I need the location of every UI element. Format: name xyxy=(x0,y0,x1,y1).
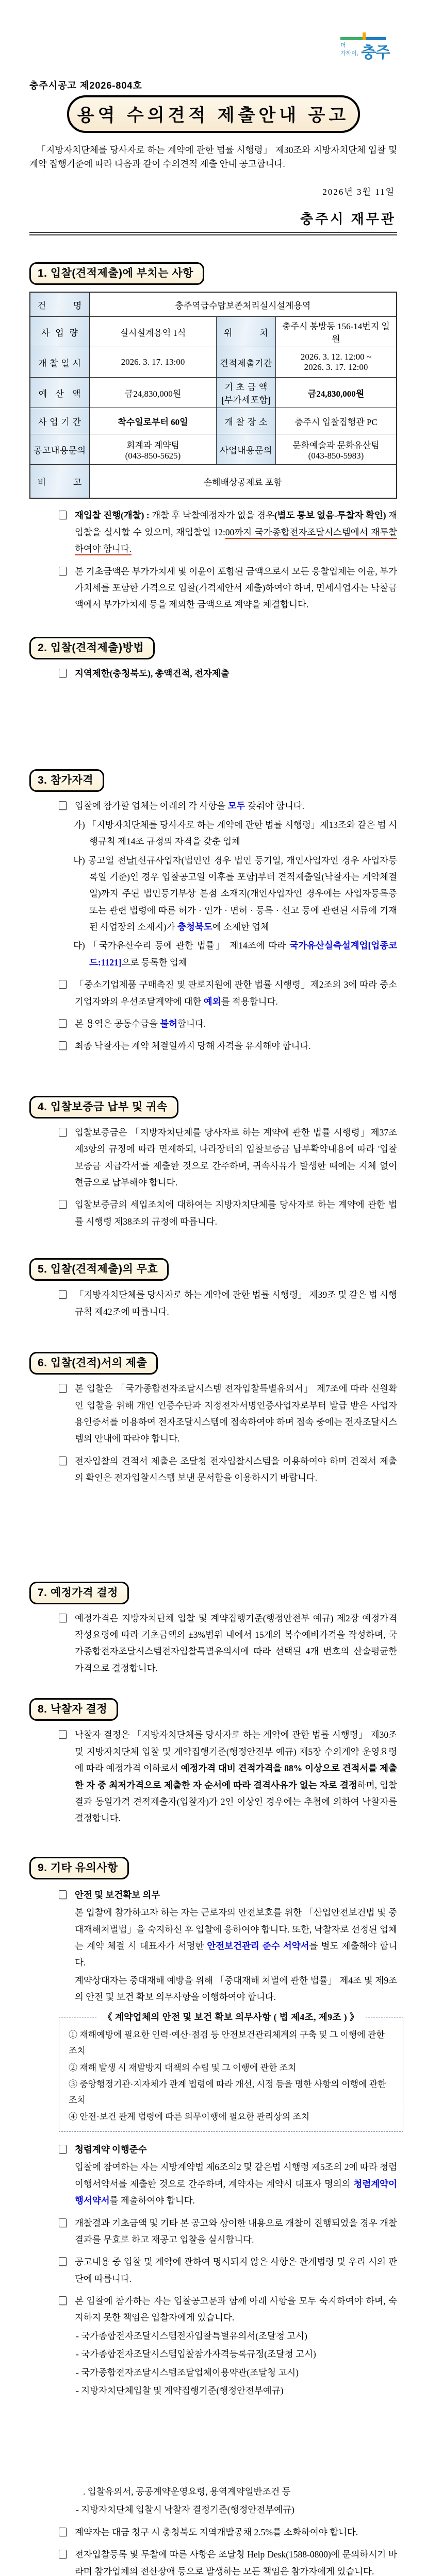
table-row xyxy=(30,292,397,317)
issuer-name: 충주시 재무관 xyxy=(300,211,396,227)
logo-slogan-line2: 가까이, xyxy=(340,50,358,57)
sec9-safety-p2: 계약상대자는 중대재해 예방을 위해 「중대재해 처벌에 관한 법률」 제4조 및 제9조의 안전 및 보건 확보 의무사항을 이행하여야 합니다. xyxy=(75,1975,397,2003)
table-row xyxy=(30,434,397,465)
checkbox-icon xyxy=(59,2550,67,2558)
value-quote-period xyxy=(275,347,397,378)
sec9-must-know: 본 입찰에 참가하는 자는 입찰공고문과 함께 아래 사항을 모두 숙지하여야 하며, 숙지하지 못한 책임은 입찰자에게 있습니다. xyxy=(29,2293,397,2326)
checkbox-icon xyxy=(59,1041,67,1050)
sec5-invalid-bid: 「지방자치단체를 당사자로 하는 계약에 관한 법률 시행령」 제39조 및 같은 법 시행규칙 제42조에 따릅니다. xyxy=(29,1286,397,1320)
value-remarks: 손해배상공제료 포함 xyxy=(89,465,397,499)
quote-period-end: 2026. 3. 17. 12:00 xyxy=(304,362,368,372)
checkbox-icon xyxy=(59,1200,67,1209)
checkbox-icon xyxy=(59,1456,67,1465)
section-1-heading-label: 1. 입찰(견적제출)에 부치는 사항 xyxy=(38,267,193,280)
sec3-item-ga: 가) 「지방자치단체를 당사자로 하는 계약에 관한 법률 시행령」제13조와 같은 법 시행규칙 제14조 규정의 자격을 갖춘 업체 xyxy=(73,819,397,847)
title-box xyxy=(67,95,360,133)
checkbox-icon xyxy=(59,2145,67,2154)
announcement-date: 2026년 3월 11일 xyxy=(322,187,395,197)
section-3-heading-label: 3. 참가자격 xyxy=(38,774,93,787)
value-base-amount: 금24,830,000원 xyxy=(275,378,397,408)
value-opening-place: 충주시 입찰집행관 PC xyxy=(275,408,397,434)
reference-item: - 국가종합전자조달시스템조달업체이용약관(조달청 고시) xyxy=(76,2367,299,2378)
intro-paragraph: 「지방자치단체를 당사자로 하는 계약에 관한 법률 시행령」 제30조와 지방자치단체 입찰 및 계약 집행기준에 따라 다음과 같이 수의견적 제출 안내 공고합니다. xyxy=(29,145,397,170)
section-8-heading-label: 8. 낙찰자 결정 xyxy=(38,1703,108,1716)
section-9-heading-label: 9. 기타 유의사항 xyxy=(38,1861,118,1874)
sec9-integrity-title: 청렴계약 이행준수 xyxy=(29,2141,397,2158)
label-project-contact: 사업내용문의 xyxy=(217,434,276,465)
safety-duty-box-title: 《 계약업체의 안전 및 보건 확보 의무사항 ( 법 제4조, 제9조 ) 》 xyxy=(97,2010,365,2023)
table-row xyxy=(30,378,397,408)
table-row xyxy=(30,347,397,378)
section-4-heading-label: 4. 입찰보증금 납부 및 귀속 xyxy=(38,1100,168,1113)
label-notice-contact: 공고내용문의 xyxy=(30,434,89,465)
section-8-heading xyxy=(29,1698,118,1721)
label-project-period: 사 업 기 간 xyxy=(30,408,89,434)
checkbox-icon xyxy=(59,1290,67,1299)
label-scope: 사 업 량 xyxy=(30,317,89,347)
label-remarks: 비 고 xyxy=(30,465,89,499)
safety-duty-box xyxy=(59,2012,403,2132)
sec6-quote-submission: 전자입찰의 견적서 제출은 조달청 전자입찰시스템을 이용하여야 하며 견적서 제출의 확인은 전자입찰시스템 보낸 문서함을 이용하시기 바랍니다. xyxy=(29,1453,397,1486)
logo-slogan-line1: 더 xyxy=(340,42,346,48)
section-1-heading xyxy=(29,262,204,285)
table-row xyxy=(30,317,397,347)
section-7-heading-label: 7. 예정가격 결정 xyxy=(38,1586,118,1599)
sec1-note-rebid: 재입찰 진행(개찰) : 개찰 후 낙찰예정자가 없을 경우(별도 통보 없음-투찰자 확인) 재입찰을 실시할 수 있으며, 재입찰일 12:00까지 국가종합전자조달시스템에서 재투찰하여야 합니다. xyxy=(29,507,397,557)
value-project-name: 충주역급수탑보존처리실시설계용역 xyxy=(89,292,397,317)
reference-item: - 지방자치단체 입찰시 낙찰자 결정기준(행정안전부예규) xyxy=(76,2504,294,2515)
checkbox-icon xyxy=(59,1384,67,1393)
table-row xyxy=(30,408,397,434)
sec9-integrity-p: 입찰에 참여하는 자는 지방계약법 제6조의2 및 같은법 시행령 제5조의 2에 따라 청렴이행서약서를 제출한 것으로 간주하며, 계약자는 계약시 대표자 명의의 청렴계약이행서약서를 제출하여야 합니다. xyxy=(75,2162,397,2206)
sec2-method: 지역제한(충청북도), 총액견적, 전자제출 xyxy=(29,665,397,682)
label-quote-period: 견적제출기간 xyxy=(217,347,276,378)
checkbox-icon xyxy=(59,1890,67,1899)
sec9-safety-duty-title: 안전 및 보건확보 의무 xyxy=(29,1887,397,1903)
label-location: 위 치 xyxy=(217,317,276,347)
value-scope: 실시설계용역 1식 xyxy=(89,317,217,347)
checkbox-icon xyxy=(59,1730,67,1739)
checkbox-icon xyxy=(59,2296,67,2305)
section-2-heading xyxy=(29,637,155,659)
sec3-item-da: 다) 「국가유산수리 등에 관한 법률」 제14조에 따라 국가유산실측설계업[업종코드:1121]으로 등록한 업체 xyxy=(73,940,397,968)
sec3-no-joint-venture: 본 용역은 공동수급을 불허합니다. xyxy=(29,1015,397,1032)
value-project-period: 착수일로부터 60일 xyxy=(89,408,217,434)
sec9-reannouncement: 개찰결과 기초금액 및 기타 본 공고와 상이한 내용으로 개찰이 진행되었을 경우 개찰결과를 무효로 하고 재공고 입찰을 실시합니다. xyxy=(29,2215,397,2248)
checkbox-icon xyxy=(59,1614,67,1622)
section-6-heading xyxy=(29,1352,158,1375)
value-opening-datetime: 2026. 3. 17. 13:00 xyxy=(89,347,217,378)
sec9-unspecified-matters: 공고내용 중 입찰 및 계약에 관하여 명시되지 않은 사항은 관계법령 및 우리 시의 판단에 따릅니다. xyxy=(29,2253,397,2287)
section-2-heading-label: 2. 입찰(견적제출)방법 xyxy=(38,641,144,654)
sec1-note-vat: 본 기초금액은 부가가치세 및 이윤이 포함된 금액으로서 모든 응찰업체는 이윤, 부가가치세를 포함한 가격으로 입찰(가격제안서 제출)하여야 하며, 면세사업자는 낙찰금액에서 부가가치세 등을 제외한 금액으로 계약을 체결합니다. xyxy=(29,563,397,613)
sec4-deposit-exemption: 입찰보증금은 「지방자치단체를 당사자로 하는 계약에 관한 법률 시행령」제37조 제3항의 규정에 따라 면제하되, 나라장터의 입찰보증금 납부확약내용에 따라 '입찰보증금 지급각서'를 제출한 것으로 간주하며, 귀속사유가 발생한 때에는 지체 없이 현금으로 납부해야 합니다. xyxy=(29,1124,397,1191)
sec3-sme-exception: 「중소기업제품 구매촉진 및 판로지원에 관한 법률 시행령」제2조의 3에 따라 중소기업자와의 우선조달계약에 대한 예외를 적용합니다. xyxy=(29,976,397,1010)
value-location: 충주시 봉방동 156-14번지 일원 xyxy=(275,317,397,347)
value-project-contact: 문화예술과 문화유산팀 (043-850-5983) xyxy=(275,434,397,465)
safety-duty-item: ③ 중앙행정기관·지자체가 관계 법령에 따라 개선, 시정 등을 명한 사항의 이행에 관한 조치 xyxy=(69,2079,386,2105)
sec4-deposit-revenue: 입찰보증금의 세입조치에 대하여는 지방자치단체를 당사자로 하는 계약에 관한 법률 시행령 제38조의 규정에 따릅니다. xyxy=(29,1196,397,1230)
checkbox-icon xyxy=(59,669,67,677)
checkbox-icon xyxy=(59,2257,67,2266)
safety-duty-item: ① 재해예방에 필요한 인력·예산·점검 등 안전보건관리체계의 구축 및 그 이행에 관한 조치 xyxy=(69,2030,385,2056)
reference-item: - 지방자치단체입찰 및 계약집행기준(행정안전부예규) xyxy=(76,2385,284,2396)
sec3-item-na: 나) 공고일 전날[신규사업자(법인인 경우 법인 등기일, 개인사업자인 경우 사업자등록일 기준)인 경우 입찰공고일 이후를 포함]부터 견적제출일(낙찰자는 계약체결일)까지 주된 법인등기부상 본점 소재지(개인사업자인 경우에는 사업자등록증 또는 관련 법령에 따른 허가 · 인가 · 면허 · 등록 · 신고 등에 관련된 서류에 기재된 사업장의 소재지)가 충청북도에 소재한 업체 xyxy=(73,855,397,933)
sec9-helpdesk: 전자입찰등록 및 투찰에 따른 사항은 조달청 Help Desk(1588-0800)에 문의하시기 바라며 참가업체의 전산장애 등으로 발생하는 모든 책임은 참가자에게 있습니다. xyxy=(29,2546,397,2576)
checkbox-icon xyxy=(59,980,67,989)
checkbox-icon xyxy=(59,2528,67,2536)
label-project-name: 건 명 xyxy=(30,292,89,317)
section-7-heading xyxy=(29,1582,129,1604)
logo-wordmark: 충주 xyxy=(361,44,390,61)
section-3-heading xyxy=(29,769,104,792)
reference-item: - 국가종합전자조달시스템입찰참가자격등록규정(조달청 고시) xyxy=(76,2349,316,2360)
reference-item: - 국가종합전자조달시스템전자입찰특별유의서(조달청 고시) xyxy=(76,2330,307,2341)
page-break-gap xyxy=(29,2399,397,2482)
sec3-maintain-qualification: 최종 낙찰자는 계약 체결일까지 당해 자격을 유지해야 합니다. xyxy=(29,1038,397,1054)
sec6-identity-verification: 본 입찰은 「국가종합전자조달시스템 전자입찰특별유의서」 제7조에 따라 신원확인 입찰을 위해 개인 인증수단과 지정전자서명인증사업자로부터 발급 받은 사업자용인증서를 이용하여 전자조달시스템에 접속하여야 하며 접속 중에는 전자조달시스템의 안내에 따라야 합니다. xyxy=(29,1380,397,1447)
sec3-requirements-intro: 입찰에 참가할 업체는 아래의 각 사항을 모두 갖춰야 합니다. xyxy=(29,798,397,814)
checkbox-icon xyxy=(59,1128,67,1137)
value-budget: 금24,830,000원 xyxy=(89,378,217,408)
notice-number: 충주시공고 제2026-804호 xyxy=(29,80,142,91)
section-6-heading-label: 6. 입찰(견적)서의 제출 xyxy=(38,1357,148,1369)
page-title: 용역 수의견적 제출안내 공고 xyxy=(77,106,350,125)
section-9-heading xyxy=(29,1857,129,1879)
table-row xyxy=(30,465,397,499)
label-budget: 예 산 액 xyxy=(30,378,89,408)
section-5-heading xyxy=(29,1258,169,1281)
safety-duty-item: ④ 안전·보건 관계 법령에 따른 의무이행에 필요한 관리상의 조치 xyxy=(69,2112,310,2122)
checkbox-icon xyxy=(59,801,67,810)
sec8-winner-decision: 낙찰자 결정은 「지방자치단체를 당사자로 하는 계약에 관한 법률 시행령」 제30조 및 지방자치단체 입찰 및 계약집행기준(행정안전부 예규) 제5장 수의계약 운영요령에 따라 예정가격 이하로서 예정가격 대비 견적가격을 88% 이상으로 견적서를 제출한 자 중 최저가격으로 제출한 자 순서에 따라 결격사유가 없는 자로 결정하며, 입찰결과 동일가격 견적제출자(입찰자)가 2인 이상인 경우에는 추첨에 의하여 낙찰자를 결정합니다. xyxy=(29,1726,397,1826)
bid-info-table xyxy=(29,292,397,499)
label-opening-place: 개 찰 장 소 xyxy=(217,408,276,434)
reference-item: . 입찰유의서, 공공계약운영요령, 용역계약일반조건 등 xyxy=(83,2486,291,2497)
label-base-amount: 기 초 금 액 [부가세포함] xyxy=(217,378,276,408)
sec9-safety-p1: 본 입찰에 참가하고자 하는 자는 근로자의 안전보호를 위한 「산업안전보건법 및 중대재해처벌법」을 숙지하신 후 입찰에 응하여야 합니다. 또한, 낙찰자로 선정된 업체는 계약 체결 시 대표자가 서명한 안전보건관리 준수 서약서를 별도 제출해야 합니다. xyxy=(75,1907,397,1968)
label-opening-datetime: 개 찰 일 시 xyxy=(30,347,89,378)
section-4-heading xyxy=(29,1096,178,1118)
sec7-estimated-price: 예정가격은 지방자치단체 입찰 및 계약집행기준(행정안전부 예규) 제2장 예정가격 작성요령에 따라 기초금액의 ±3%범위 내에서 15개의 복수예비가격을 작성하며, 국가종합전자조달시스템전자입찰특별유의서에 따라 선택된 4개 번호의 산술평균한 가격으로 결정합니다. xyxy=(29,1610,397,1677)
sec9-regional-bond: 계약자는 대금 청구 시 충청북도 지역개발공채 2.5%를 소화하여야 합니다. xyxy=(29,2524,397,2540)
section-5-heading-label: 5. 입찰(견적제출)의 무효 xyxy=(38,1263,158,1276)
checkbox-icon xyxy=(59,567,67,575)
quote-period-start: 2026. 3. 12. 12:00 ~ xyxy=(300,352,372,362)
safety-duty-item: ② 재해 발생 시 재발방지 대책의 수립 및 그 이행에 관한 조치 xyxy=(69,2062,297,2073)
checkbox-icon xyxy=(59,2218,67,2227)
checkbox-icon xyxy=(59,511,67,519)
divider xyxy=(29,232,397,235)
value-notice-contact: 회계과 계약팀 (043-850-5625) xyxy=(89,434,217,465)
checkbox-icon xyxy=(59,1019,67,1028)
